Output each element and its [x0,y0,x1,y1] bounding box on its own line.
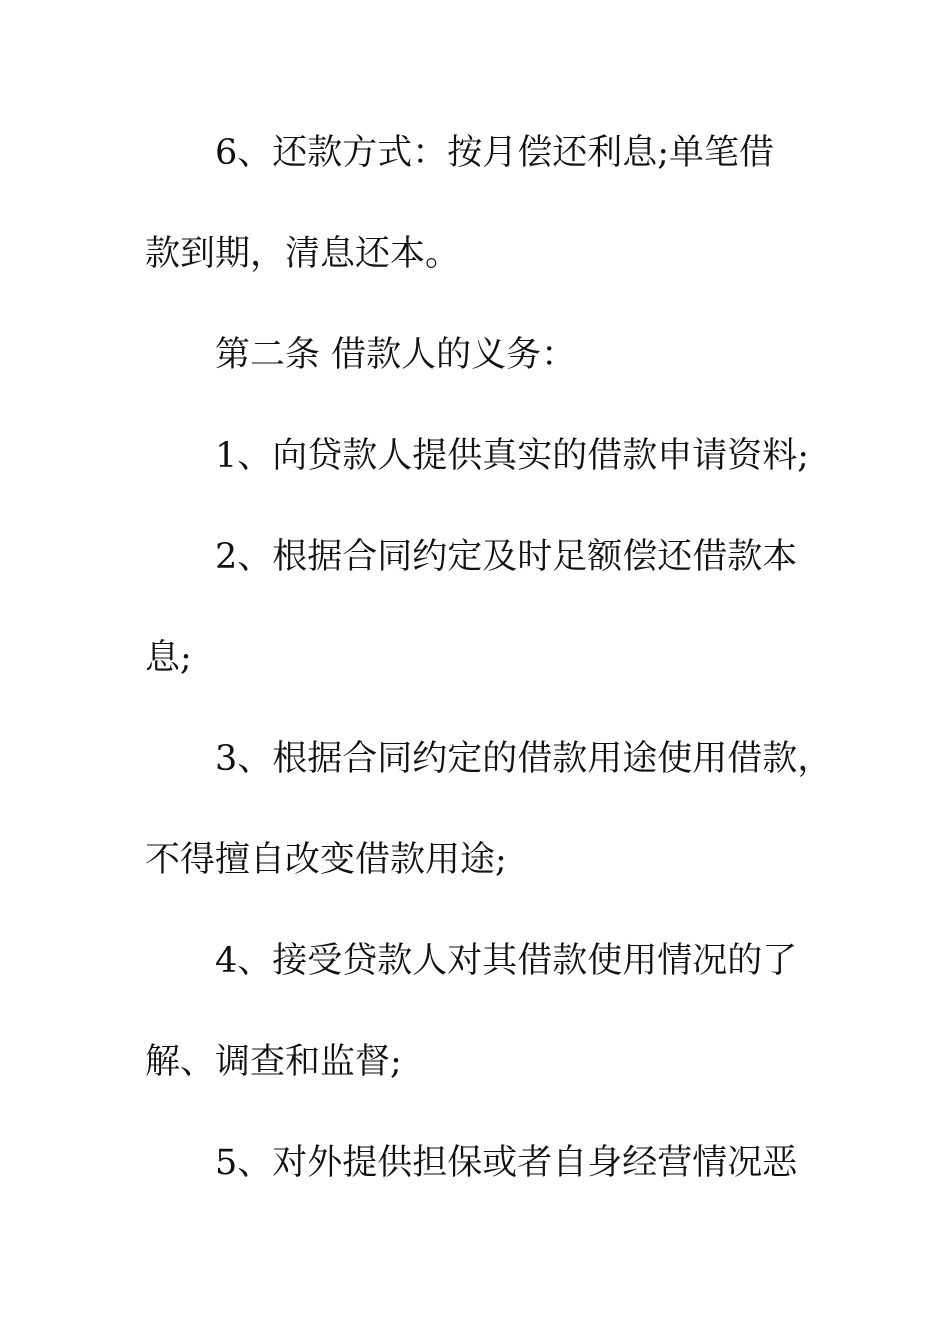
paragraph-line: 4、接受贷款人对其借款使用情况的了 [215,941,798,981]
paragraph-line: 不得擅自改变借款用途; [145,840,507,880]
paragraph-line: 3、根据合同约定的借款用途使用借款， [215,739,833,779]
paragraph-line: 1、向贷款人提供真实的借款申请资料; [215,436,810,476]
section-heading: 第二条 借款人的义务： [215,335,577,375]
paragraph-line: 款到期，清息还本。 [145,234,461,274]
paragraph-line: 5、对外提供担保或者自身经营情况恶 [215,1143,798,1183]
paragraph-line: 2、根据合同约定及时足额偿还借款本 [215,537,798,577]
paragraph-line: 解、调查和监督; [145,1042,402,1082]
paragraph-line: 6、还款方式：按月偿还利息;单笔借 [215,133,775,173]
paragraph-line: 息; [145,638,192,678]
